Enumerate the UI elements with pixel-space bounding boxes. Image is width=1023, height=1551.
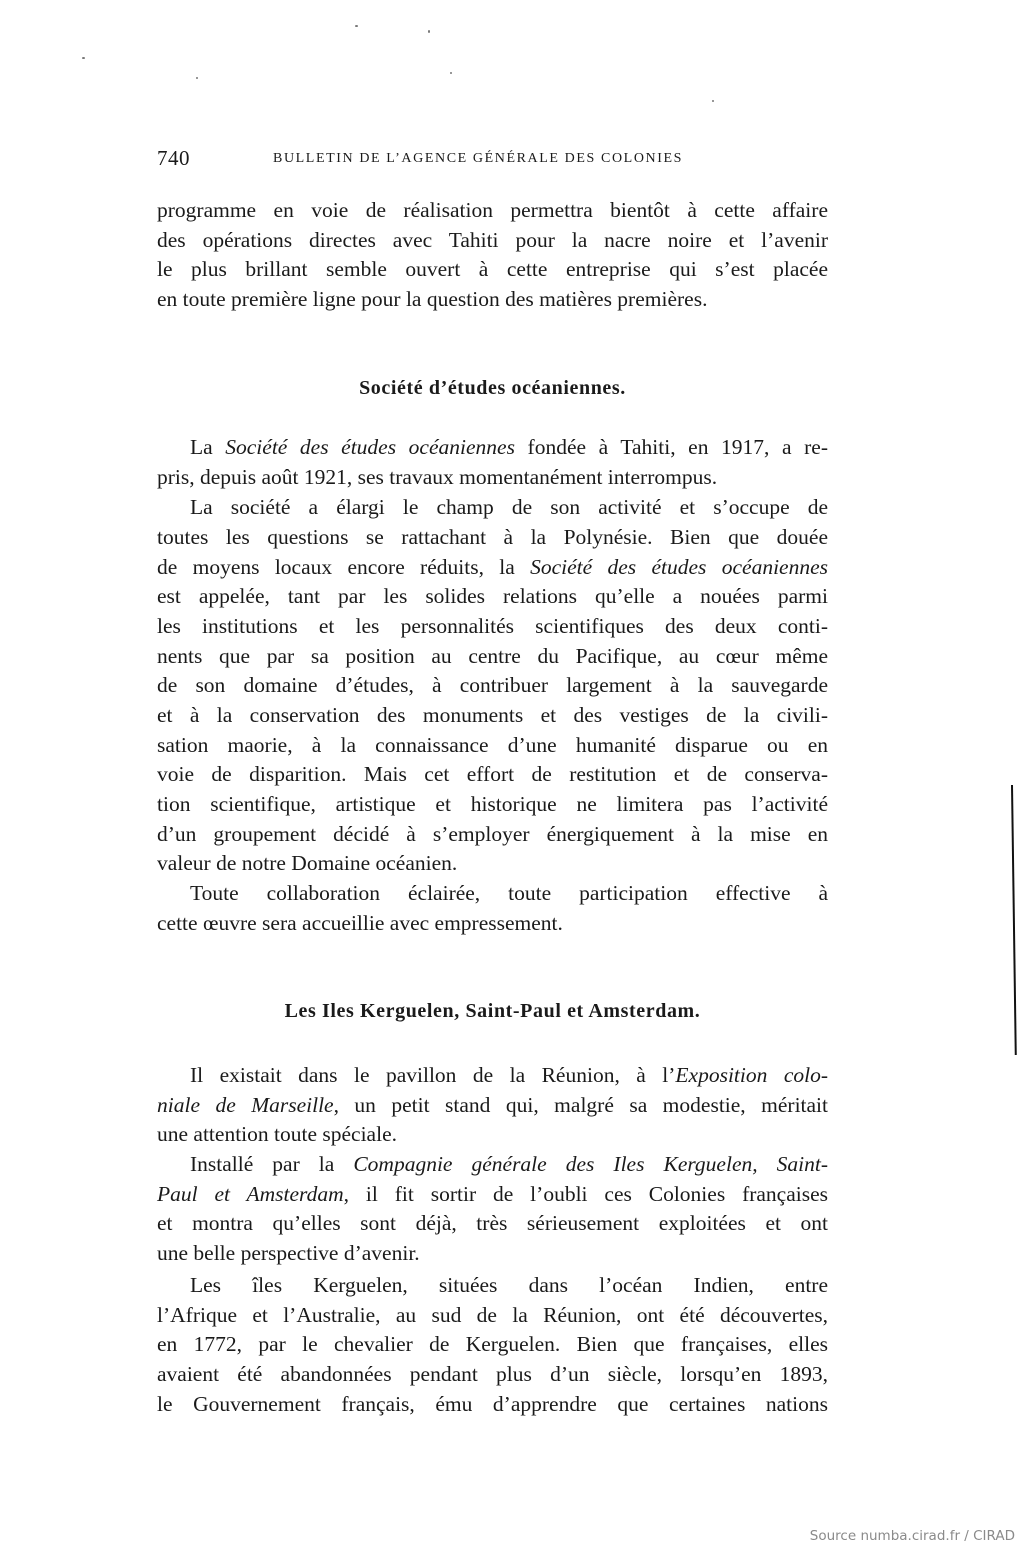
page-number: 740 (157, 146, 190, 170)
text-line: Les îles Kerguelen, situées dans l’océan Indien, entre (190, 1273, 828, 1297)
text-line: le plus brillant semble ouvert à cette entreprise qui s’est placée (157, 257, 828, 281)
text-line: une attention toute spéciale. (157, 1122, 397, 1146)
scan-speck (82, 57, 85, 59)
text-line: La société a élargi le champ de son activité et s’occupe de (190, 495, 828, 519)
text-line: en 1772, par le chevalier de Kerguelen. Bien que françaises, elles (157, 1332, 828, 1356)
text-line: le Gouvernement français, ému d’apprendre que certaines nations (157, 1392, 828, 1416)
section-heading-societe-etudes-oceaniennes: Société d’études océaniennes. (359, 377, 626, 399)
text-line: Installé par la Compagnie générale des Iles Kerguelen, Saint- (190, 1152, 828, 1176)
running-header (155, 146, 835, 172)
text-line: La Société des études océaniennes fondée à Tahiti, en 1917, a re- (190, 435, 828, 459)
text-line: Toute collaboration éclairée, toute participation effective à (190, 881, 828, 905)
text-line: d’un groupement décidé à s’employer énergiquement à la mise en (157, 822, 828, 846)
text-line: cette œuvre sera accueillie avec empressement. (157, 911, 563, 935)
section-heading-iles-kerguelen: Les Iles Kerguelen, Saint-Paul et Amsterdam. (284, 1000, 701, 1022)
text-line: est appelée, tant par les solides relations qu’elle a nouées parmi (157, 584, 828, 608)
text-line: toutes les questions se rattachant à la Polynésie. Bien que douée (157, 525, 828, 549)
text-line: avaient été abandonnées pendant plus d’un siècle, lorsqu’en 1893, (157, 1362, 828, 1386)
text-line: niale de Marseille, un petit stand qui, malgré sa modestie, méritait (157, 1093, 828, 1117)
text-line: les institutions et les personnalités scientifiques des deux conti- (157, 614, 828, 638)
text-line: programme en voie de réalisation permettra bientôt à cette affaire (157, 198, 828, 222)
text-line: Il existait dans le pavillon de la Réunion, à l’Exposition colo- (190, 1063, 828, 1087)
text-line: valeur de notre Domaine océanien. (157, 851, 458, 875)
text-line: sation maorie, à la connaissance d’une humanité disparue ou en (157, 733, 828, 757)
text-line: pris, depuis août 1921, ses travaux momentanément interrompus. (157, 465, 718, 489)
text-line: et à la conservation des monuments et des vestiges de la civili- (157, 703, 828, 727)
scan-margin-line (1011, 785, 1017, 1055)
text-line: de son domaine d’études, à contribuer largement à la sauvegarde (157, 673, 828, 697)
text-line: une belle perspective d’avenir. (157, 1241, 420, 1265)
text-line: l’Afrique et l’Australie, au sud de la Réunion, ont été découvertes, (157, 1303, 828, 1327)
scan-speck (196, 77, 198, 79)
scan-speck (712, 100, 714, 102)
scan-speck (428, 30, 430, 33)
text-line: de moyens locaux encore réduits, la Société des études océaniennes (157, 555, 828, 579)
scan-speck (355, 25, 358, 27)
text-line: des opérations directes avec Tahiti pour la nacre noire et l’avenir (157, 228, 828, 252)
source-credit: Source numba.cirad.fr / CIRAD (809, 1528, 1015, 1544)
text-line: et montra qu’elles sont déjà, très sérieusement exploitées et ont (157, 1211, 828, 1235)
running-title: BULLETIN DE L’AGENCE GÉNÉRALE DES COLONIES (273, 151, 684, 166)
text-line: nents que par sa position au centre du Pacifique, au cœur même (157, 644, 828, 668)
scan-speck (450, 72, 452, 74)
text-line: tion scientifique, artistique et historique ne limitera pas l’activité (157, 792, 828, 816)
text-line: en toute première ligne pour la question des matières premières. (157, 287, 708, 311)
text-line: voie de disparition. Mais cet effort de restitution et de conserva- (157, 762, 828, 786)
text-line: Paul et Amsterdam, il fit sortir de l’oubli ces Colonies françaises (157, 1182, 829, 1206)
